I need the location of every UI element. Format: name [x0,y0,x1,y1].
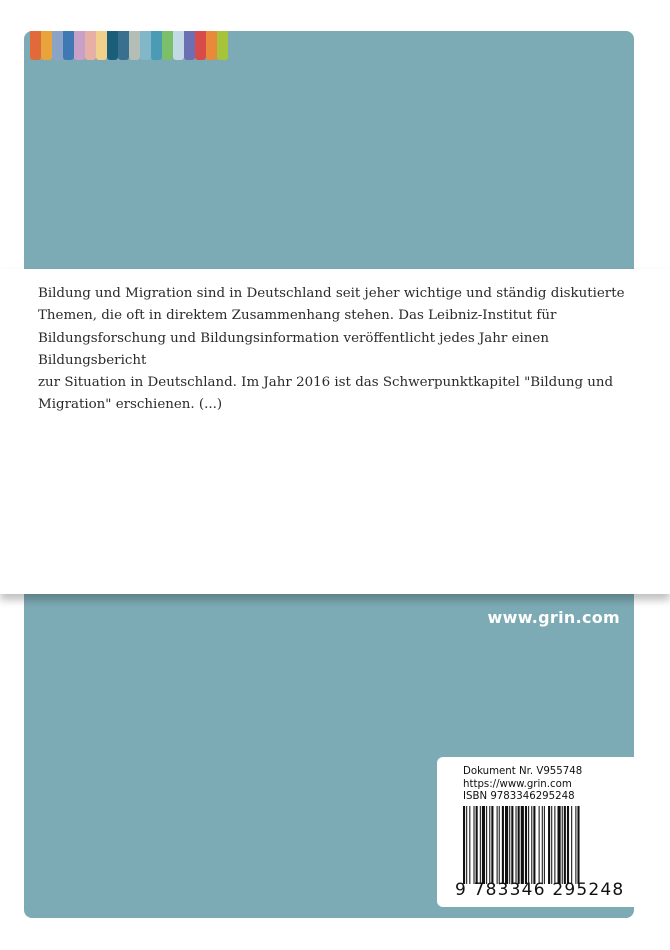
barcode-bar [463,806,465,884]
color-stripes [30,31,228,60]
description-line: Bildungsforschung und Bildungsinformation veröffentlicht jedes Jahr einen Bildungsbericht [38,330,549,368]
barcode-bar [528,806,529,884]
barcode-bar [502,806,504,884]
book-description [38,283,628,417]
color-stripe [173,31,184,60]
document-number: Dokument Nr. V955748 [463,766,583,777]
color-stripe [63,31,74,60]
publisher-website: www.grin.com [487,608,620,627]
isbn-box [437,757,638,907]
color-stripe [118,31,129,60]
barcode-bar [531,806,532,884]
barcode-bar [516,806,517,884]
barcode-bar [544,806,545,884]
barcode-bar [533,806,535,884]
color-stripe [85,31,96,60]
description-line: Migration" erschienen. (...) [38,397,223,413]
cover-top-panel [24,31,634,269]
barcode [463,806,627,884]
barcode-bar [562,806,563,884]
barcode-bar [482,806,485,884]
color-stripe [140,31,151,60]
barcode-bar [575,806,576,884]
description-line: Themen, die oft in direktem Zusammenhang stehen. Das Leibniz-Institut für [38,308,557,324]
barcode-bar [491,806,493,884]
barcode-bar [486,806,487,884]
barcode-bar [567,806,569,884]
barcode-bar [551,806,552,884]
color-stripe [107,31,118,60]
barcode-bar [474,806,475,884]
color-stripe [217,31,228,60]
barcode-bar [476,806,478,884]
barcode-bar [489,806,490,884]
color-stripe [195,31,206,60]
barcode-bar [564,806,566,884]
barcode-bar [511,806,513,884]
color-stripe [184,31,195,60]
barcode-bar [521,806,524,884]
color-stripe [206,31,217,60]
description-line: zur Situation in Deutschland. Im Jahr 2016 ist das Schwerpunktkapitel "Bildung und [38,375,614,391]
barcode-bar [499,806,500,884]
barcode-bar [542,806,543,884]
color-stripe [30,31,41,60]
barcode-bar [539,806,540,884]
barcode-bar [480,806,481,884]
barcode-bar [497,806,498,884]
barcode-bar [548,806,550,884]
color-stripe [129,31,140,60]
barcode-bar [518,806,520,884]
color-stripe [74,31,85,60]
color-stripe [96,31,107,60]
barcode-digits: 9 783346 295248 [455,880,625,900]
barcode-bar [577,806,579,884]
barcode-bar [509,806,510,884]
color-stripe [162,31,173,60]
barcode-bar [571,806,572,884]
color-stripe [41,31,52,60]
color-stripe [151,31,162,60]
barcode-bar [469,806,470,884]
barcode-bar [505,806,508,884]
barcode-bar [525,806,527,884]
barcode-bar [554,806,555,884]
barcode-bar [466,806,467,884]
isbn-number: ISBN 9783346295248 [463,791,575,803]
document-url: https://www.grin.com [463,778,572,790]
barcode-bar [558,806,561,884]
color-stripe [52,31,63,60]
description-line: Bildung und Migration sind in Deutschland seit jeher wichtige und ständig diskutierte [38,286,625,301]
